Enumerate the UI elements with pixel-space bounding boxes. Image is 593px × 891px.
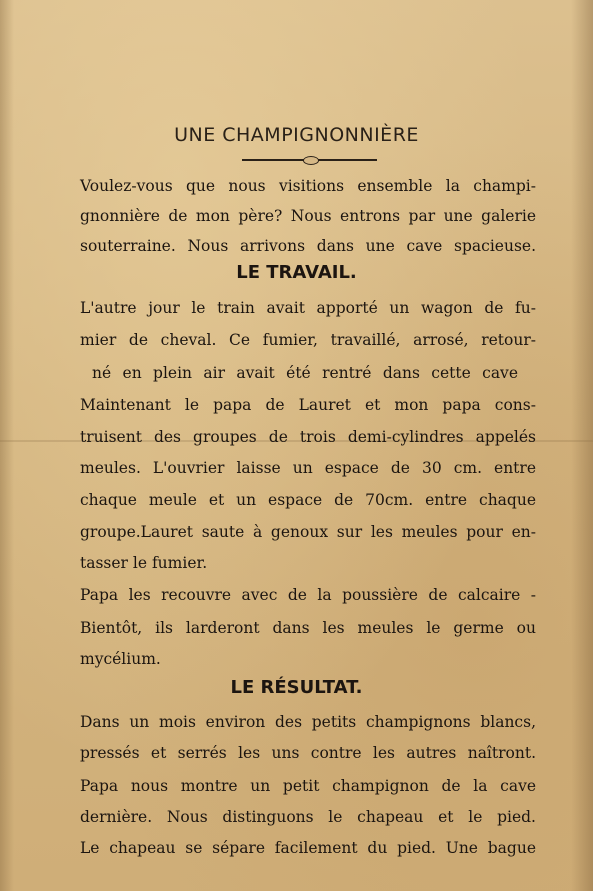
- travail-line-10: Papa les recouvre avec de la poussière de calcaire -: [80, 586, 536, 604]
- section-heading-travail: LE TRAVAIL.: [236, 262, 357, 283]
- travail-line-5: truisent des groupes de trois demi-cylindres appelés: [80, 428, 536, 446]
- resultat-line-5: Le chapeau se sépare facilement du pied. Une bague: [80, 839, 536, 857]
- travail-line-9: tasser le fumier.: [80, 554, 208, 572]
- travail-line-4: Maintenant le papa de Lauret et mon papa cons-: [80, 396, 536, 414]
- travail-line-12: mycélium.: [80, 650, 161, 668]
- travail-line-6: meules. L'ouvrier laisse un espace de 30 cm. entre: [80, 459, 536, 477]
- section-heading-resultat: LE RÉSULTAT.: [230, 677, 363, 698]
- intro-line-3: souterraine. Nous arrivons dans une cave spacieuse.: [80, 237, 536, 255]
- travail-line-2: mier de cheval. Ce fumier, travaillé, arrosé, retour-: [80, 331, 536, 349]
- travail-line-1: L'autre jour le train avait apporté un wagon de fu-: [80, 299, 536, 317]
- resultat-line-1: Dans un mois environ des petits champignons blancs,: [80, 713, 536, 731]
- resultat-line-3: Papa nous montre un petit champignon de la cave: [80, 777, 536, 795]
- travail-line-11: Bientôt, ils larderont dans les meules le germe ou: [80, 619, 536, 637]
- travail-line-8: groupe.Lauret saute à genoux sur les meules pour en-: [80, 523, 536, 541]
- document-title: UNE CHAMPIGNONNIÈRE: [174, 124, 419, 146]
- title-ornament: [303, 156, 319, 165]
- travail-line-7: chaque meule et un espace de 70cm. entre chaque: [80, 491, 536, 509]
- resultat-line-4: dernière. Nous distinguons le chapeau et le pied.: [80, 808, 536, 826]
- travail-line-3: né en plein air avait été rentré dans cette cave: [92, 364, 518, 382]
- intro-line-1: Voulez-vous que nous visitions ensemble la champi-: [80, 177, 536, 195]
- resultat-line-2: pressés et serrés les uns contre les autres naîtront.: [80, 744, 536, 762]
- intro-line-2: gnonnière de mon père? Nous entrons par une galerie: [80, 207, 536, 225]
